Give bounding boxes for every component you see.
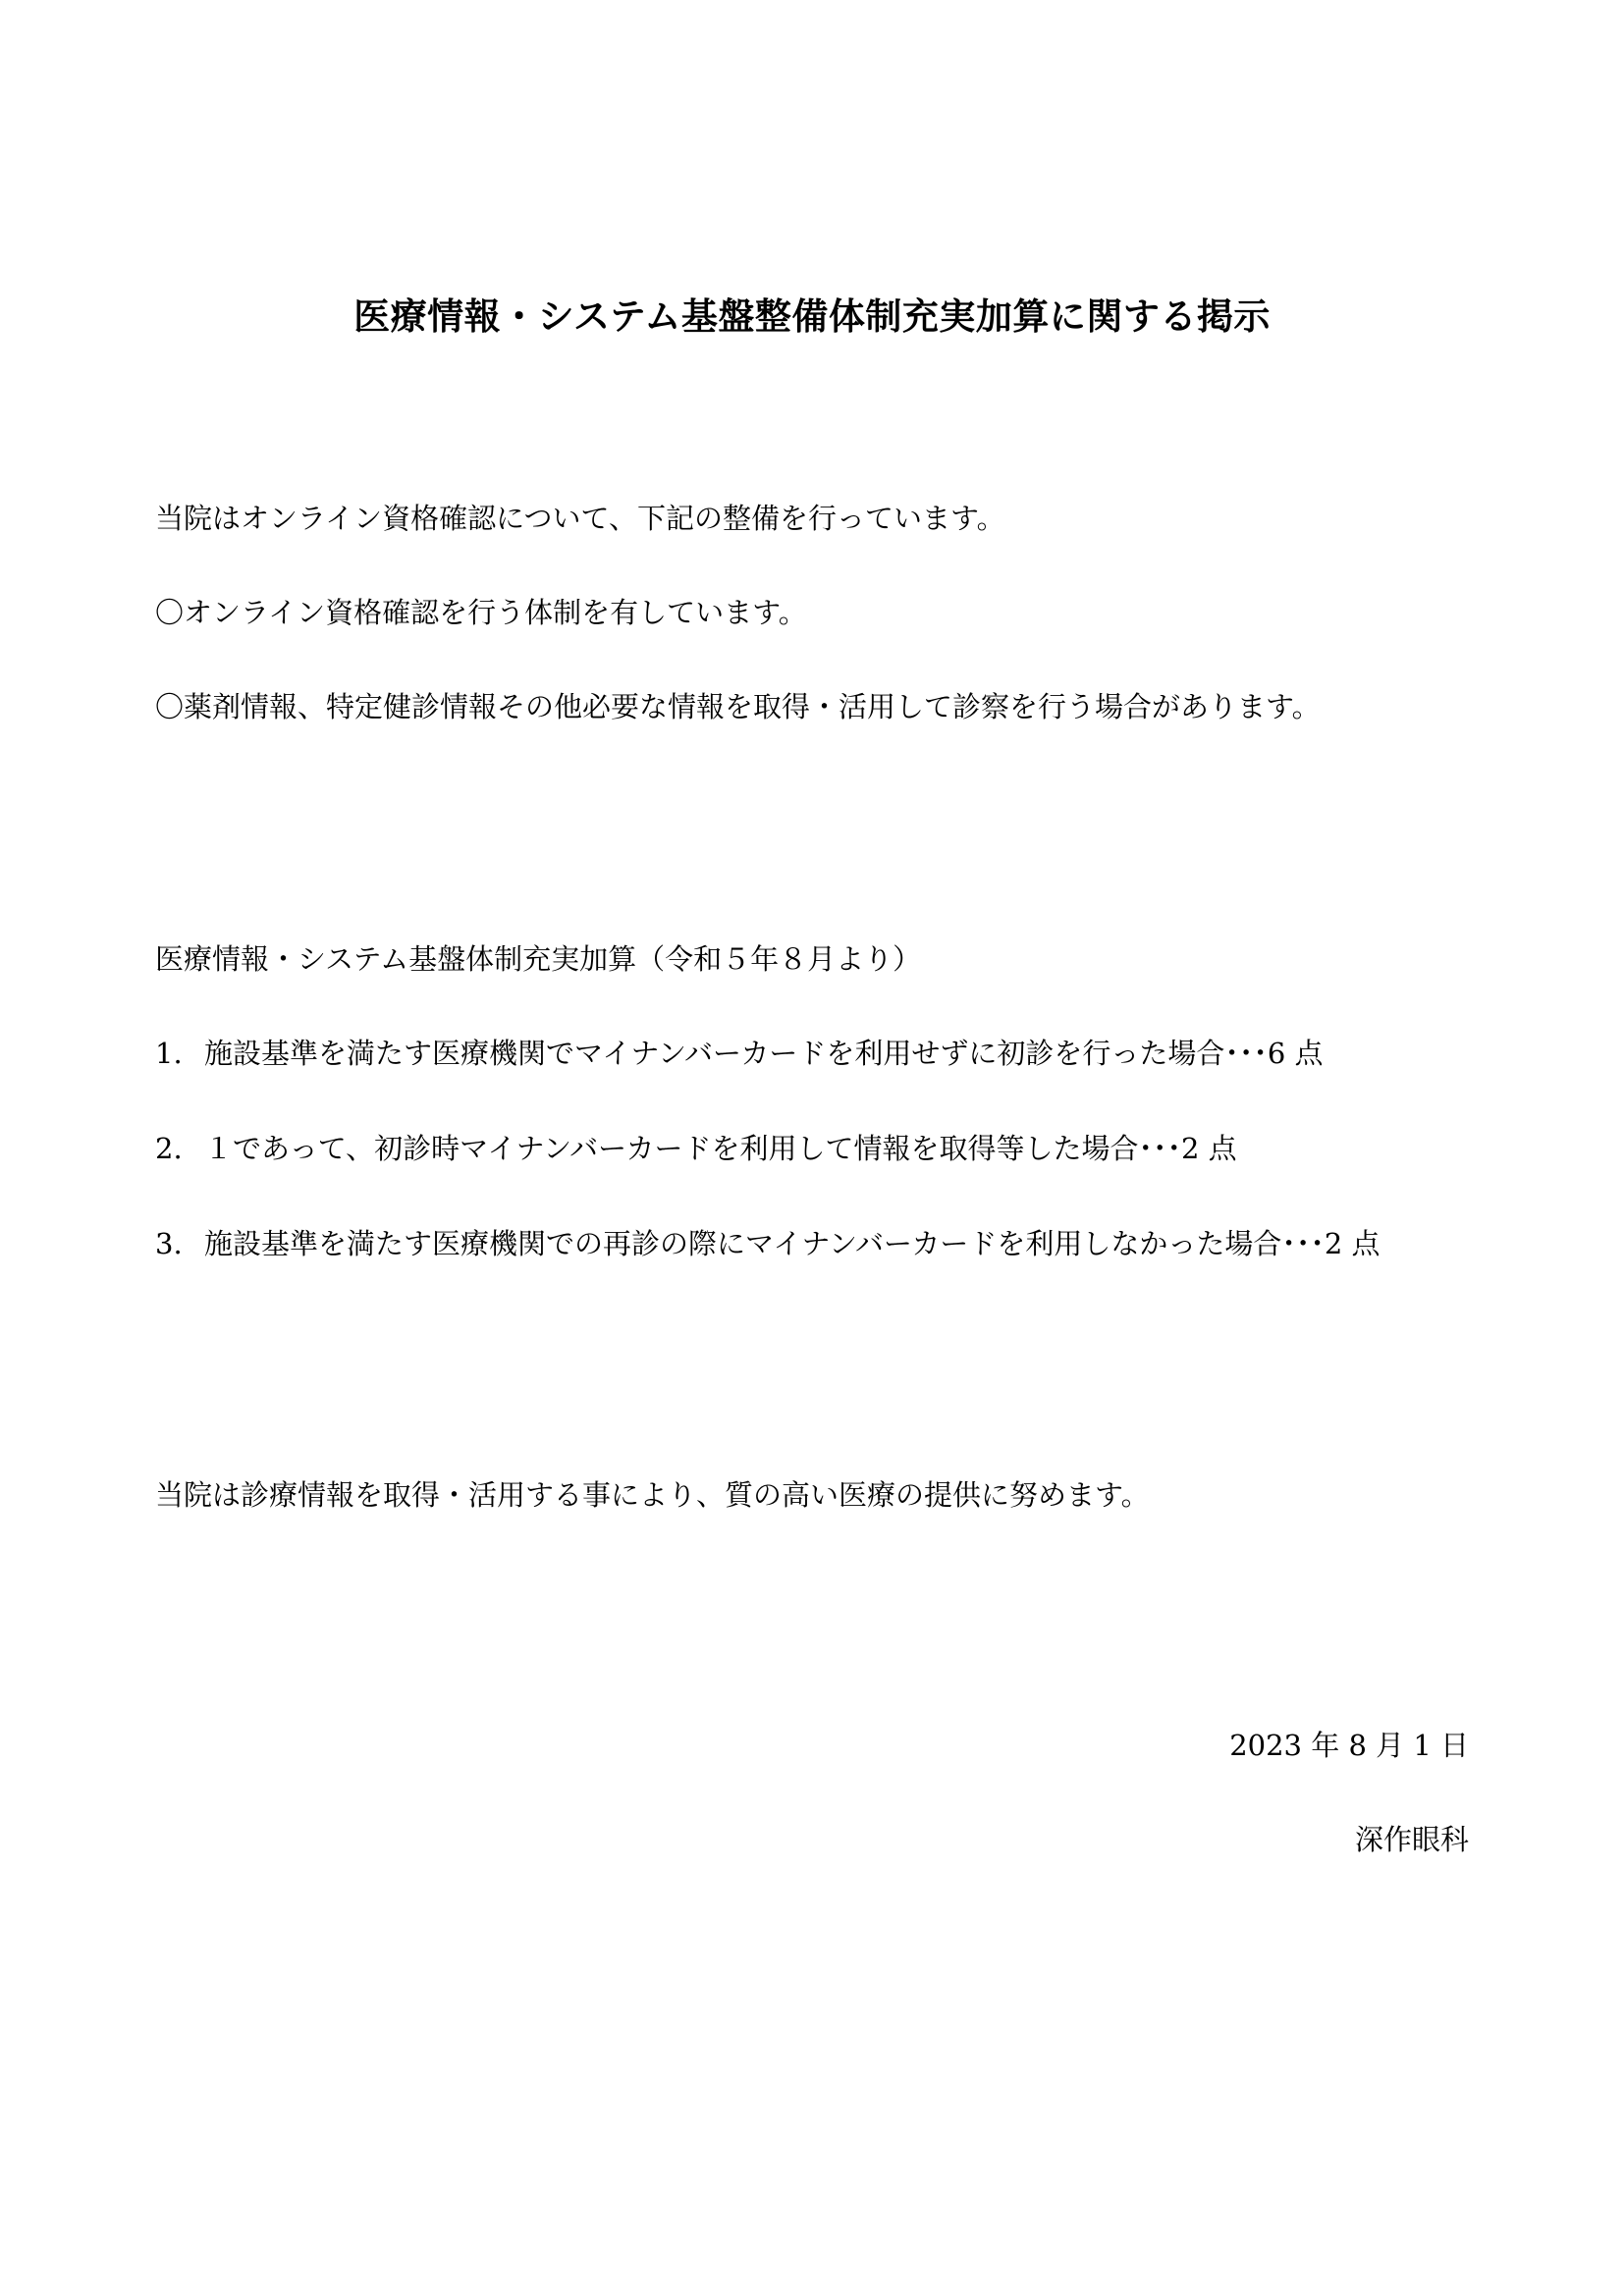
- fee-item-1: [155, 1034, 1324, 1073]
- fee-item-text: 施設基準を満たす医療機関での再診の際にマイナンバーカードを利用しなかった場合･･･2 点: [204, 1227, 1380, 1260]
- fee-section-heading: 医療情報・システム基盤体制充実加算（令和５年８月より）: [155, 942, 922, 976]
- fee-item-number: 3.: [155, 1227, 183, 1260]
- fee-item-text: １であって、初診時マイナンバーカードを利用して情報を取得等した場合･･･2 点: [204, 1132, 1237, 1165]
- fee-item-number: 1.: [155, 1037, 183, 1070]
- clinic-name: 深作眼科: [1354, 1823, 1469, 1856]
- intro-item-info-usage: 〇薬剤情報、特定健診情報その他必要な情報を取得・活用して診察を行う場合があります。: [155, 690, 1321, 723]
- closing-statement: 当院は診療情報を取得・活用する事により、質の高い医療の提供に努めます。: [155, 1478, 1150, 1512]
- fee-item-3: [155, 1224, 1380, 1263]
- document-date: 2023 年 8 月 1 日: [1229, 1729, 1469, 1762]
- intro-item-online-check: 〇オンライン資格確認を行う体制を有しています。: [155, 596, 807, 629]
- intro-lead: 当院はオンライン資格確認について、下記の整備を行っています。: [155, 502, 1005, 535]
- document-title: 医療情報・システム基盤整備体制充実加算に関する掲示: [353, 294, 1271, 338]
- fee-item-number: 2.: [155, 1132, 183, 1165]
- fee-item-text: 施設基準を満たす医療機関でマイナンバーカードを利用せずに初診を行った場合･･･6 点: [204, 1037, 1324, 1070]
- fee-item-2: [155, 1129, 1237, 1168]
